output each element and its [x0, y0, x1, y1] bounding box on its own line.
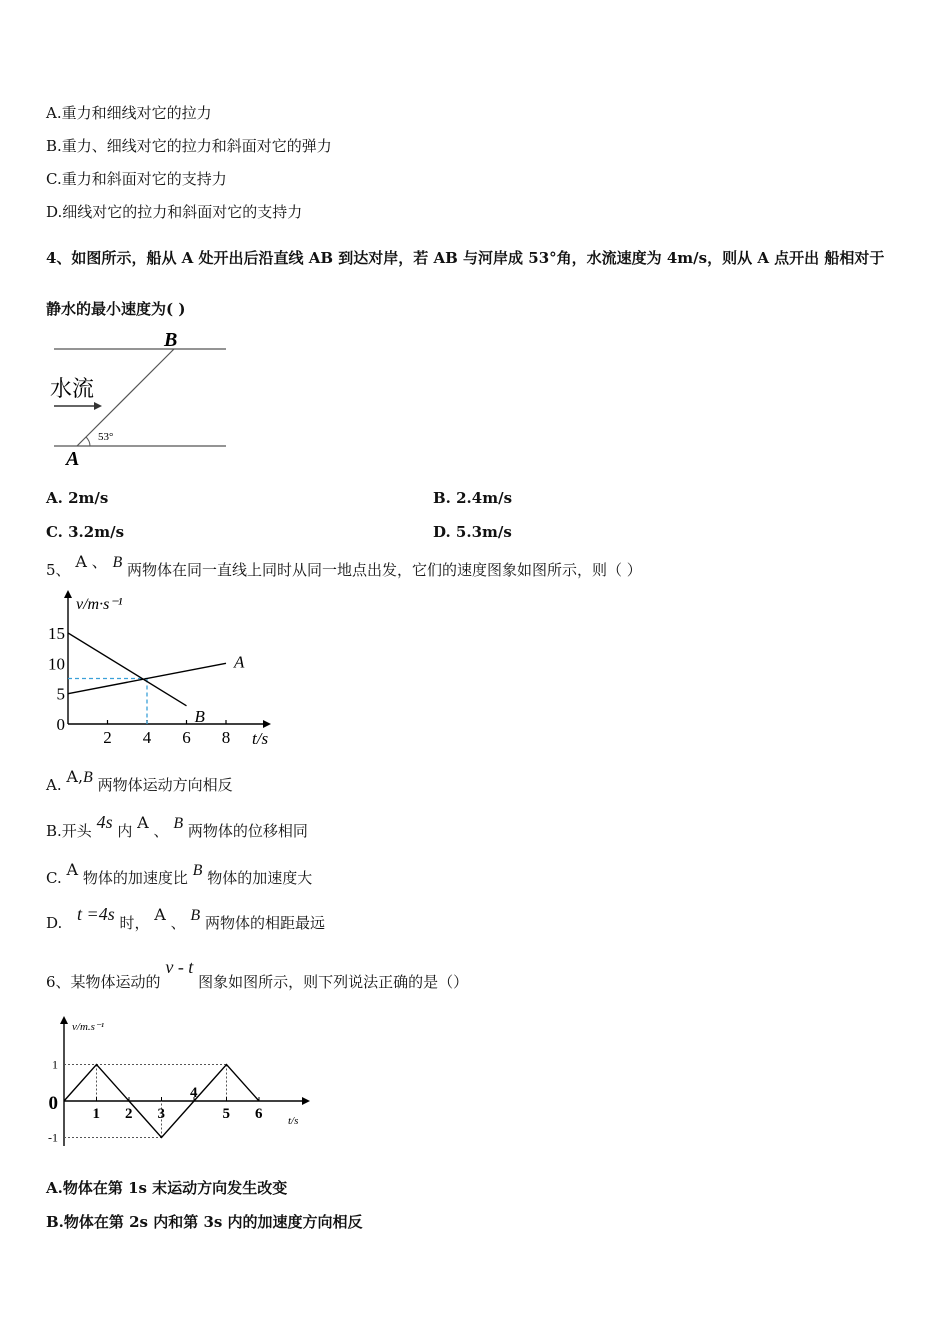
q5-option-d-sep: 、 [170, 914, 186, 932]
q4-option-a: A. 2m/s [46, 489, 109, 507]
q3-option-c: C.重力和斜面对它的支持力 [46, 170, 227, 188]
q5-option-a-prefix: A. [46, 776, 62, 794]
x-tick-label: 8 [221, 728, 231, 747]
x-tick-label: 6 [182, 728, 191, 747]
q5-option-b [46, 812, 308, 841]
q5-velocity-chart [40, 588, 280, 750]
q5-option-b-text: 两物体的位移相同 [187, 822, 308, 840]
q5-option-b-var2: B [173, 815, 184, 832]
q5-stem-rest: 两物体在同一直线上同时从同一地点出发，它们的速度图象如图所示，则（ ） [127, 561, 642, 579]
label-b: B [164, 329, 178, 351]
label-a: A [66, 448, 80, 468]
q4-river-figure [46, 326, 231, 468]
y-tick-label: 10 [48, 654, 65, 674]
y-axis-label: v/m.s⁻¹ [72, 1021, 105, 1033]
q5-sep: 、 [91, 552, 108, 571]
q5-option-b-prefix: B.开头 [46, 822, 92, 840]
q5-option-d-eq: t =4s [77, 904, 115, 924]
water-flow-label: 水流 [50, 376, 95, 401]
x-tick-label: 2 [125, 1106, 133, 1122]
q5-option-c [46, 860, 313, 888]
q5-option-b-time: 4s [96, 812, 113, 832]
q4-option-b: B. 2.4m/s [433, 489, 513, 507]
x-tick-label: 4 [190, 1085, 198, 1101]
x-axis-label: t/s [288, 1115, 299, 1127]
x-axis-label: t/s [252, 729, 269, 748]
x-tick-label: 4 [142, 728, 152, 747]
q5-option-c-prefix: C. [46, 869, 62, 887]
q5-option-b-in: 内 [117, 822, 133, 840]
y-tick-label: 15 [48, 623, 65, 643]
x-tick-label: 6 [255, 1106, 263, 1122]
x-axis-arrow-icon [263, 720, 271, 728]
y-tick-label: 5 [56, 684, 65, 704]
y-tick-label: -1 [48, 1130, 58, 1145]
x-axis-arrow-icon [302, 1097, 310, 1105]
x-tick-label: 2 [103, 728, 112, 747]
q5-option-d-prefix: D. [46, 914, 63, 932]
q6-option-b: B.物体在第 2s 内和第 3s 内的加速度方向相反 [46, 1213, 363, 1231]
q6-stem [46, 957, 469, 992]
q5-option-a-var1: A [66, 767, 78, 786]
x-tick-label: 1 [92, 1106, 100, 1122]
q4-stem-line1: 4、如图所示，船从 A 处开出后沿直线 AB 到达对岸，若 AB 与河岸成 53°角，水流速度为 4m/s，则从 A 点开出 船相对于 [46, 249, 885, 267]
q4-option-c: C. 3.2m/s [46, 523, 125, 541]
q5-option-d-var2: B [190, 907, 201, 924]
y-tick-label: 1 [52, 1057, 58, 1072]
q5-option-a-var2: B [83, 769, 93, 786]
q5-option-a [46, 767, 233, 795]
q6-stem-prefix: 6、某物体运动的 [46, 973, 161, 991]
q6-vt-chart [40, 1012, 315, 1152]
q5-option-d [46, 904, 325, 933]
x-tick-label: 5 [222, 1106, 230, 1122]
q5-option-c-var1: A [66, 860, 79, 879]
y-tick-label: 0 [56, 715, 65, 734]
q5-option-c-var2: B [192, 862, 203, 879]
q5-option-a-text: 两物体运动方向相反 [97, 776, 233, 794]
q3-option-b: B.重力、细线对它的拉力和斜面对它的弹力 [46, 137, 332, 155]
q5-option-d-time: 时， [119, 914, 150, 932]
q5-number: 5、 [46, 561, 71, 579]
q6-option-a: A.物体在第 1s 末运动方向发生改变 [46, 1179, 288, 1197]
q5-var-b: B [112, 554, 123, 571]
y-axis-arrow-icon [60, 1016, 68, 1024]
q5-option-b-sep: 、 [153, 822, 169, 840]
series-line-B [68, 633, 187, 706]
q5-option-b-var1: A [137, 813, 149, 832]
angle-label: 53° [98, 431, 114, 443]
q6-stem-vt: v - t [165, 957, 194, 977]
y-axis-label: v/m·s⁻¹ [76, 596, 123, 613]
y-tick-label: 0 [48, 1093, 58, 1114]
q4-stem-line2: 静水的最小速度为( ) [46, 300, 186, 318]
q5-stem [46, 552, 642, 580]
q5-option-a-sep: , [77, 767, 84, 786]
flow-arrow-head-icon [94, 402, 102, 410]
series-label-A: A [234, 652, 245, 672]
q4-option-d: D. 5.3m/s [433, 523, 512, 541]
q5-var-a: A [75, 552, 87, 571]
q5-option-d-text: 两物体的相距最远 [204, 914, 325, 932]
q5-option-c-mid: 物体的加速度比 [82, 869, 188, 887]
q5-option-d-var1: A [154, 905, 166, 924]
q6-stem-rest: 图象如图所示，则下列说法正确的是（） [198, 973, 469, 991]
y-axis-arrow-icon [64, 590, 72, 598]
q3-option-d: D.细线对它的拉力和斜面对它的支持力 [46, 203, 303, 221]
q5-option-c-text: 物体的加速度大 [207, 869, 313, 887]
series-label-B: B [194, 706, 205, 726]
x-tick-label: 3 [157, 1106, 165, 1122]
q3-option-a: A.重力和细线对它的拉力 [46, 104, 212, 122]
angle-arc [86, 437, 90, 446]
